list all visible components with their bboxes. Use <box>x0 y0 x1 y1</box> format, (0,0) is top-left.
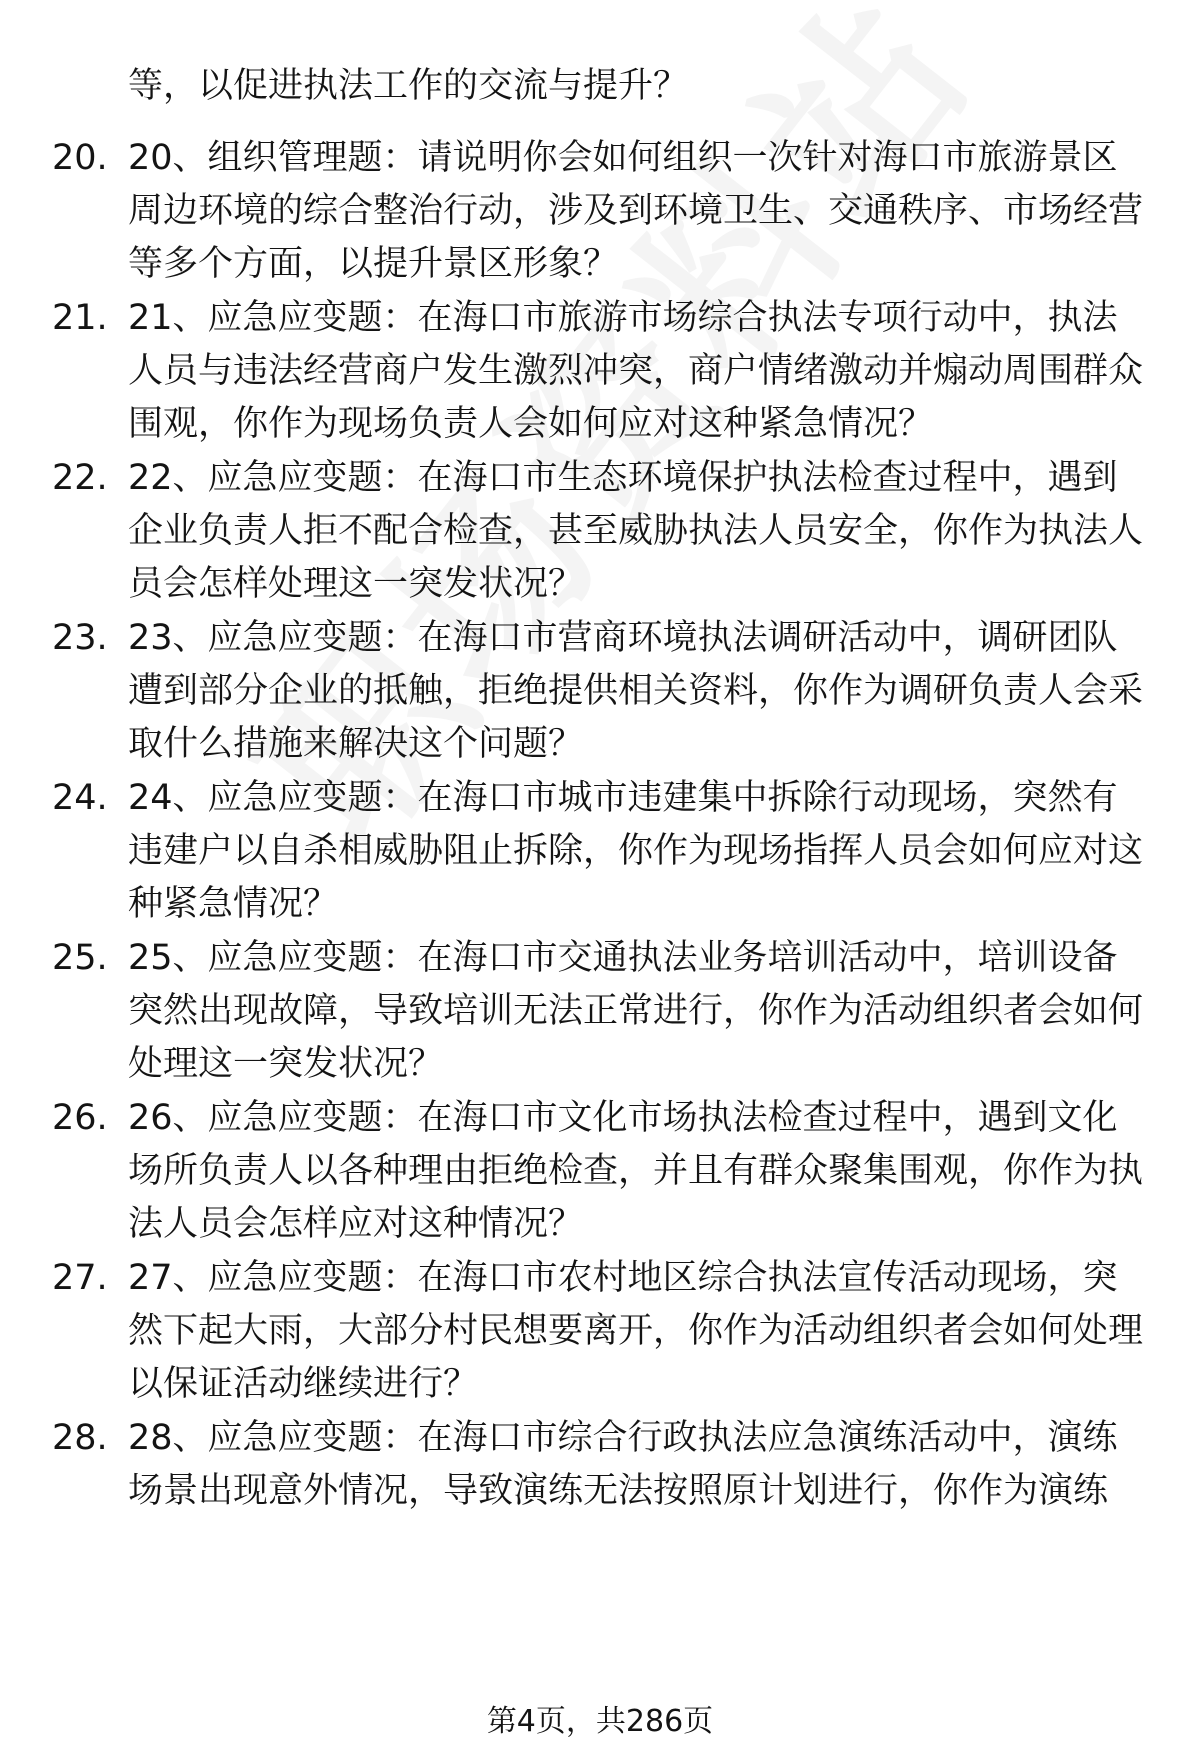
page-footer: 第4页，共286页 <box>486 1704 714 1739</box>
item-text: 23、应急应变题：在海口市营商环境执法调研活动中，调研团队遭到部分企业的抵触，拒绝提供相关资料，你作为调研负责人会采取什么措施来解决这个问题？ <box>128 618 1144 764</box>
item-text: 22、应急应变题：在海口市生态环境保护执法检查过程中，遇到企业负责人拒不配合检查，甚至威胁执法人员安全，你作为执法人员会怎样处理这一突发状况？ <box>128 458 1144 604</box>
item-number: 20. <box>52 138 108 178</box>
item-text: 20、组织管理题：请说明你会如何组织一次针对海口市旅游景区周边环境的综合整治行动，涉及到环境卫生、交通秩序、市场经营等多个方面，以提升景区形象？ <box>128 138 1144 284</box>
item-number: 22. <box>52 458 108 498</box>
item-number: 25. <box>52 938 108 978</box>
item-number: 27. <box>52 1258 108 1298</box>
item-number: 26. <box>52 1098 108 1138</box>
item-text: 27、应急应变题：在海口市农村地区综合执法宣传活动现场，突然下起大雨，大部分村民想要离开，你作为活动组织者会如何处理以保证活动继续进行？ <box>128 1258 1144 1404</box>
continued-text: 等，以促进执法工作的交流与提升？ <box>128 66 689 106</box>
item-text: 24、应急应变题：在海口市城市违建集中拆除行动现场，突然有违建户以自杀相威胁阻止拆除，你作为现场指挥人员会如何应对这种紧急情况？ <box>128 778 1144 924</box>
item-number: 23. <box>52 618 108 658</box>
item-text: 26、应急应变题：在海口市文化市场执法检查过程中，遇到文化场所负责人以各种理由拒绝检查，并且有群众聚集围观，你作为执法人员会怎样应对这种情况？ <box>128 1098 1144 1244</box>
item-number: 28. <box>52 1418 108 1458</box>
item-number: 24. <box>52 778 108 818</box>
item-number: 21. <box>52 298 108 338</box>
item-text: 28、应急应变题：在海口市综合行政执法应急演练活动中，演练场景出现意外情况，导致演练无法按照原计划进行，你作为演练 <box>128 1418 1118 1511</box>
item-text: 25、应急应变题：在海口市交通执法业务培训活动中，培训设备突然出现故障，导致培训无法正常进行，你作为活动组织者会如何处理这一突发状况？ <box>128 938 1144 1084</box>
item-text: 21、应急应变题：在海口市旅游市场综合执法专项行动中，执法人员与违法经营商户发生激烈冲突，商户情绪激动并煽动周围群众围观，你作为现场负责人会如何应对这种紧急情况？ <box>128 298 1144 444</box>
